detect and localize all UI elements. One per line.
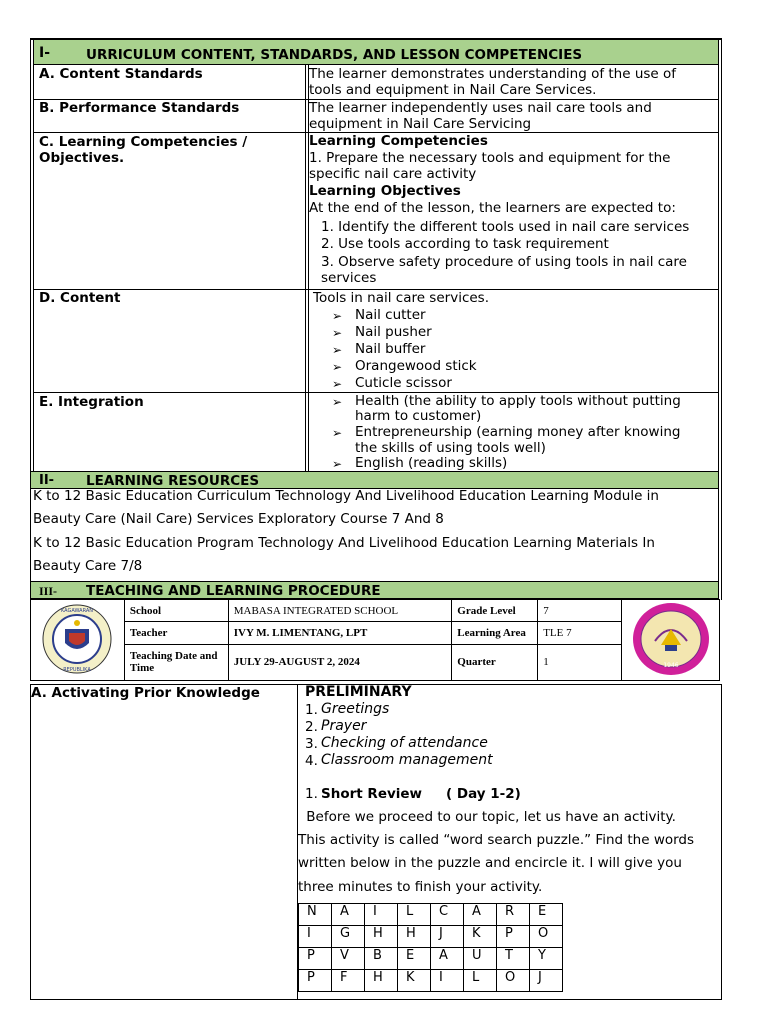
prelim-item: Checking of attendance (321, 735, 488, 751)
competencies-label-2: Objectives. (39, 150, 125, 166)
resource-line: K to 12 Basic Education Program Technology And Livelihood Education Learning Materials In (33, 535, 655, 551)
integration-item-3: English (reading skills) (355, 455, 508, 471)
puzzle-cell[interactable]: K (464, 926, 497, 948)
puzzle-cell[interactable]: R (497, 904, 530, 926)
competency-item-1: 1. Prepare the necessary tools and equipment for the (309, 150, 671, 166)
puzzle-cell[interactable]: P (299, 970, 332, 992)
content-item: Nail pusher (355, 324, 432, 340)
puzzle-cell[interactable]: B (365, 948, 398, 970)
objectives-intro: At the end of the lesson, the learners are expected to: (309, 200, 676, 216)
puzzle-cell[interactable]: K (398, 970, 431, 992)
deped-seal-icon (41, 603, 113, 675)
activity-label: A. Activating Prior Knowledge (31, 685, 260, 701)
review-days: ( Day 1-2) (446, 786, 521, 802)
instruction-line: Before we proceed to our topic, let us have an activity. (302, 809, 676, 825)
word-search-puzzle (298, 903, 563, 992)
section-3-number: III- (39, 584, 58, 598)
prelim-num: 3. (305, 736, 318, 752)
puzzle-cell[interactable]: Y (530, 948, 563, 970)
section-3-title: TEACHING AND LEARNING PROCEDURE (86, 583, 381, 599)
bullet-icon: ➢ (332, 360, 343, 374)
puzzle-cell[interactable]: N (299, 904, 332, 926)
resource-line: K to 12 Basic Education Curriculum Technology And Livelihood Education Learning Module in (33, 488, 659, 504)
puzzle-cell[interactable]: U (464, 948, 497, 970)
puzzle-cell[interactable]: J (530, 970, 563, 992)
bullet-icon: ➢ (332, 426, 343, 440)
date-value: JULY 29-AUGUST 2, 2024 (228, 644, 452, 680)
objective-3-cont: services (321, 270, 377, 286)
puzzle-row (299, 904, 563, 926)
bullet-icon: ➢ (332, 395, 343, 409)
puzzle-cell[interactable]: P (497, 926, 530, 948)
prelim-item: Prayer (321, 718, 367, 734)
content-label: D. Content (39, 290, 121, 306)
bullet-icon: ➢ (332, 377, 343, 391)
learning-area-label: Learning Area (452, 622, 538, 644)
instruction-line: written below in the puzzle and encircle it. I will give you (298, 855, 682, 871)
objective-1: 1. Identify the different tools used in nail care services (321, 219, 690, 235)
learning-area-value: TLE 7 (538, 622, 622, 644)
learning-objectives-heading: Learning Objectives (309, 183, 461, 199)
puzzle-cell[interactable]: L (464, 970, 497, 992)
integration-item-2: Entrepreneurship (earning money after knowing (355, 424, 681, 440)
grade-level-label: Grade Level (452, 600, 538, 622)
puzzle-cell[interactable]: H (365, 970, 398, 992)
learning-competencies-heading: Learning Competencies (309, 133, 488, 149)
content-item: Nail cutter (355, 307, 426, 323)
competencies-label-1: C. Learning Competencies / (39, 134, 248, 150)
puzzle-row (299, 926, 563, 948)
section-1-number: I- (39, 45, 51, 61)
prelim-item: Greetings (321, 701, 390, 717)
content-standards-label: A. Content Standards (39, 66, 203, 82)
performance-standards-text-2: equipment in Nail Care Servicing (309, 116, 532, 132)
puzzle-cell[interactable]: I (299, 926, 332, 948)
content-item: Orangewood stick (355, 358, 477, 374)
puzzle-row (299, 970, 563, 992)
puzzle-cell[interactable]: O (530, 926, 563, 948)
puzzle-cell[interactable]: I (431, 970, 464, 992)
resource-line: Beauty Care (Nail Care) Services Exploratory Course 7 And 8 (33, 511, 444, 527)
puzzle-row (299, 948, 563, 970)
teacher-value: IVY M. LIMENTANG, LPT (228, 622, 452, 644)
review-title: Short Review (321, 786, 423, 802)
integration-item-1-cont: harm to customer) (355, 408, 482, 424)
content-intro: Tools in nail care services. (313, 290, 489, 306)
teacher-label: Teacher (124, 622, 228, 644)
right-seal-cell (622, 600, 720, 681)
section-1-title: URRICULUM CONTENT, STANDARDS, AND LESSON COMPETENCIES (86, 47, 583, 63)
puzzle-cell[interactable]: H (365, 926, 398, 948)
prelim-num: 4. (305, 753, 318, 769)
puzzle-cell[interactable]: P (299, 948, 332, 970)
bullet-icon: ➢ (332, 457, 343, 471)
integration-item-2-cont: the skills of using tools well) (355, 440, 546, 456)
instruction-line: This activity is called “word search puzzle.” Find the words (298, 832, 695, 848)
puzzle-cell[interactable]: C (431, 904, 464, 926)
puzzle-cell[interactable]: L (398, 904, 431, 926)
school-seal-icon (631, 601, 711, 677)
school-value: MABASA INTEGRATED SCHOOL (228, 600, 452, 622)
puzzle-cell[interactable]: A (431, 948, 464, 970)
preliminary-heading: PRELIMINARY (305, 684, 412, 700)
puzzle-cell[interactable]: A (332, 904, 365, 926)
school-label: School (124, 600, 228, 622)
prelim-item: Classroom management (321, 752, 493, 768)
seal-year: 1946 (662, 661, 679, 669)
puzzle-cell[interactable]: T (497, 948, 530, 970)
quarter-value: 1 (538, 644, 622, 680)
svg-text:KAGAWARAN: KAGAWARAN (61, 607, 94, 614)
puzzle-cell[interactable]: I (365, 904, 398, 926)
puzzle-cell[interactable]: V (332, 948, 365, 970)
bullet-icon: ➢ (332, 326, 343, 340)
performance-standards-text-1: The learner independently uses nail care tools and (309, 100, 652, 116)
prelim-num: 1. (305, 702, 318, 718)
puzzle-cell[interactable]: O (497, 970, 530, 992)
competency-item-1-cont: specific nail care activity (309, 166, 477, 182)
content-item: Cuticle scissor (355, 375, 452, 391)
puzzle-cell[interactable]: E (398, 948, 431, 970)
bullet-icon: ➢ (332, 309, 343, 323)
left-seal-cell (31, 600, 125, 681)
prelim-num: 2. (305, 719, 318, 735)
puzzle-cell[interactable]: F (332, 970, 365, 992)
svg-text:REPUBLIKA: REPUBLIKA (63, 666, 92, 673)
objective-2: 2. Use tools according to task requirement (321, 236, 609, 252)
integration-item-1: Health (the ability to apply tools without putting (355, 393, 681, 409)
content-standards-text-1: The learner demonstrates understanding of the use of (309, 66, 677, 82)
puzzle-cell[interactable]: E (530, 904, 563, 926)
review-number: 1. (305, 786, 318, 802)
section-2-number: II- (39, 473, 55, 488)
puzzle-cell[interactable]: J (431, 926, 464, 948)
integration-label: E. Integration (39, 394, 144, 410)
performance-standards-label: B. Performance Standards (39, 100, 240, 116)
date-label: Teaching Date and Time (124, 644, 228, 680)
quarter-label: Quarter (452, 644, 538, 680)
content-standards-text-2: tools and equipment in Nail Care Services. (309, 82, 597, 98)
objective-3: 3. Observe safety procedure of using tools in nail care (321, 254, 687, 270)
content-item: Nail buffer (355, 341, 426, 357)
section-2-title: LEARNING RESOURCES (86, 473, 260, 489)
puzzle-cell[interactable]: A (464, 904, 497, 926)
grade-level-value: 7 (538, 600, 622, 622)
resource-line: Beauty Care 7/8 (33, 558, 143, 574)
bullet-icon: ➢ (332, 343, 343, 357)
school-info-table (30, 599, 720, 681)
instruction-line: three minutes to finish your activity. (298, 879, 543, 895)
puzzle-cell[interactable]: G (332, 926, 365, 948)
puzzle-cell[interactable]: H (398, 926, 431, 948)
